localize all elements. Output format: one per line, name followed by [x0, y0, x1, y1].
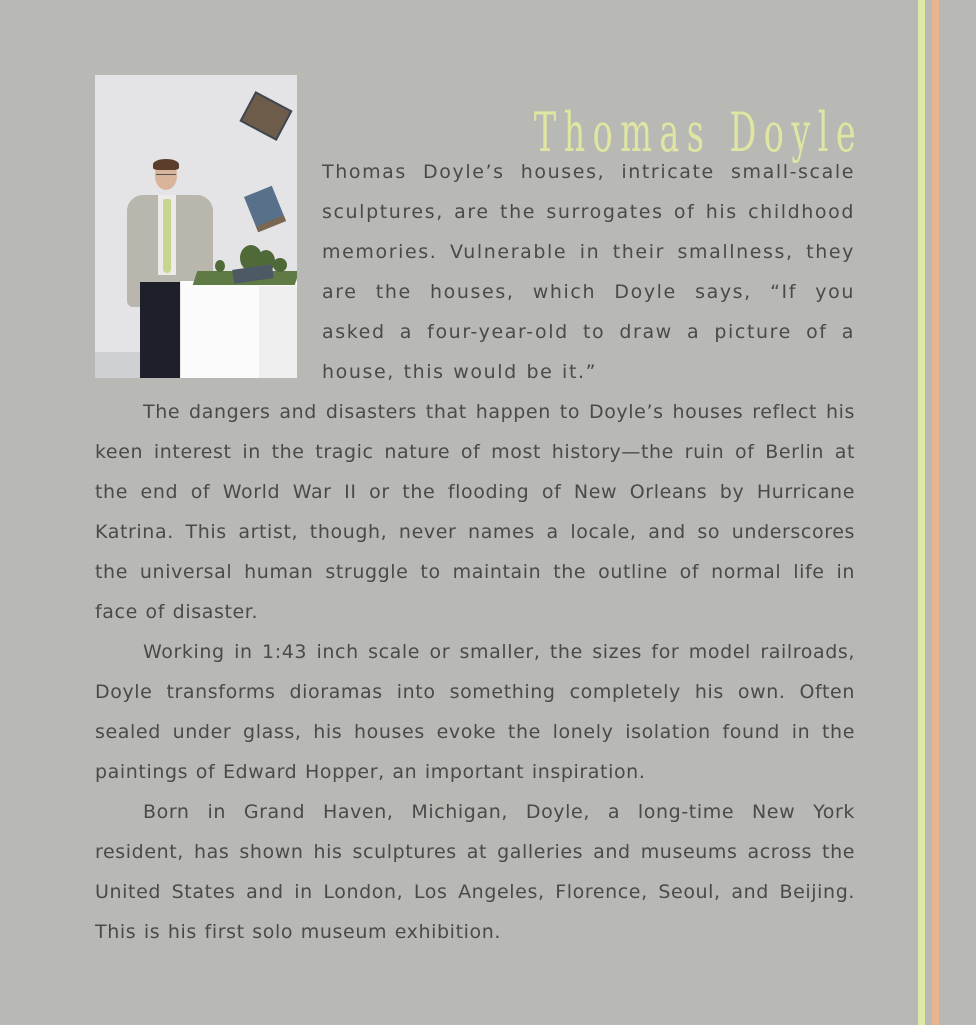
- floating-house-model-icon: [244, 186, 286, 232]
- floating-house-model-icon: [239, 91, 292, 141]
- paragraph-biography: Born in Grand Haven, Michigan, Doyle, a long-time New York resident, has shown his sculptures at galleries and museums across the United States and in London, Los Angeles, Florence, Seoul, and Beijing. This is his first solo museum exhibition.: [95, 801, 855, 943]
- artist-glasses: [156, 174, 176, 179]
- artist-pants: [140, 282, 182, 378]
- artist-photo: [95, 75, 297, 378]
- body-text-block: [95, 392, 855, 952]
- paragraph-history: The dangers and disasters that happen to Doyle’s houses reflect his keen interest in the tragic nature of most history—the ruin of Berlin at the end of World War II or the flooding of New Orleans by Hurricane Katrina. This artist, though, never names a locale, and so underscores the universal human struggle to maintain the outline of normal life in face of disaster.: [95, 401, 855, 623]
- intro-text-block: [322, 152, 855, 392]
- artist-hair: [153, 159, 179, 170]
- diorama-tree-icon: [215, 260, 225, 272]
- intro-paragraph: Thomas Doyle’s houses, intricate small-scale sculptures, are the surrogates of his childhood memories. Vulnerable in their smallness, they are the houses, which Doyle says, “If you asked a four-year-old to draw a picture of a house, this would be it.”: [322, 161, 855, 383]
- green-decorative-stripe: [918, 0, 925, 1025]
- paragraph-scale: Working in 1:43 inch scale or smaller, the sizes for model railroads, Doyle transforms dioramas into something completely his own. Often sealed under glass, his houses evoke the lonely isolation found in the paintings of Edward Hopper, an important inspiration.: [95, 641, 855, 783]
- page-title: Thomas Doyle: [533, 101, 863, 165]
- diorama-tree-icon: [273, 258, 287, 272]
- pedestal-side: [259, 286, 297, 378]
- orange-decorative-stripe: [932, 0, 939, 1025]
- artist-tie: [163, 199, 171, 273]
